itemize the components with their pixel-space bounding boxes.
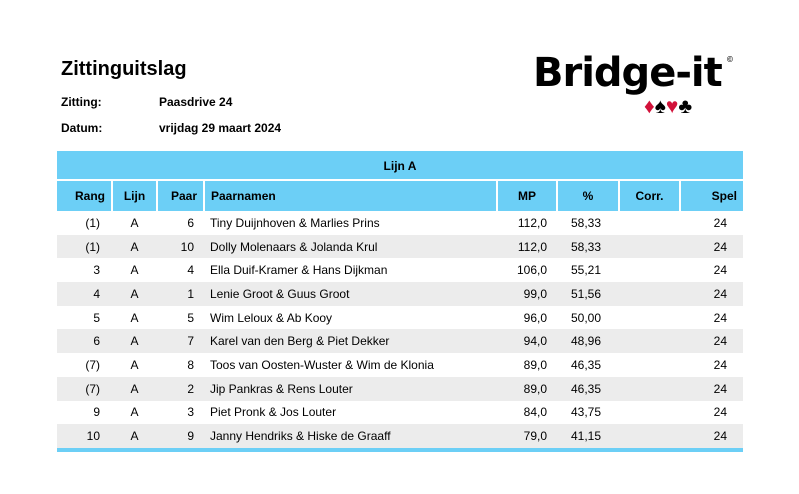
cell-rang: 6 [57,329,112,353]
table-row [57,282,743,306]
diamond-icon: ♦ [644,95,655,118]
cell-corr [619,353,680,377]
cell-corr [619,211,680,235]
cell-spel: 24 [680,353,743,377]
zitting-label: Zitting: [61,95,102,109]
section-title: Lijn A [57,151,743,181]
copyright-mark: © [727,55,733,64]
cell-rang: (1) [57,235,112,259]
zitting-row [61,95,233,109]
table-row [57,258,743,282]
cell-mp: 79,0 [497,424,557,448]
heart-icon: ♥ [665,95,679,118]
cell-pct: 41,15 [557,424,619,448]
cell-mp: 99,0 [497,282,557,306]
col-pct: % [557,181,619,211]
cell-corr [619,258,680,282]
cell-spel: 24 [680,306,743,330]
cell-spel: 24 [680,258,743,282]
table-row [57,377,743,401]
cell-spel: 24 [680,211,743,235]
results-table-wrap [57,151,743,452]
datum-value: vrijdag 29 maart 2024 [159,121,282,135]
cell-rang: 3 [57,258,112,282]
cell-corr [619,377,680,401]
cell-paar: 10 [157,235,204,259]
cell-pct: 46,35 [557,377,619,401]
col-paar: Paar [157,181,204,211]
cell-mp: 112,0 [497,235,557,259]
cell-corr [619,235,680,259]
club-icon: ♣ [678,95,693,118]
datum-row [61,121,282,135]
table-header-row [57,181,743,211]
col-rang: Rang [57,181,112,211]
cell-pct: 43,75 [557,401,619,425]
zitting-value: Paasdrive 24 [159,95,233,109]
cell-paar: 4 [157,258,204,282]
page-title: Zittinguitslag [61,58,187,80]
cell-rang: 4 [57,282,112,306]
cell-lijn: A [112,424,157,448]
cell-spel: 24 [680,282,743,306]
cell-rang: (7) [57,353,112,377]
cell-lijn: A [112,377,157,401]
table-row [57,353,743,377]
col-mp: MP [497,181,557,211]
cell-mp: 94,0 [497,329,557,353]
cell-lijn: A [112,353,157,377]
cell-spel: 24 [680,235,743,259]
col-lijn: Lijn [112,181,157,211]
cell-lijn: A [112,306,157,330]
table-row [57,329,743,353]
cell-mp: 96,0 [497,306,557,330]
cell-mp: 89,0 [497,353,557,377]
cell-corr [619,424,680,448]
cell-spel: 24 [680,329,743,353]
cell-paarnamen: Wim Leloux & Ab Kooy [204,306,497,330]
cell-paarnamen: Karel van den Berg & Piet Dekker [204,329,497,353]
cell-paarnamen: Jip Pankras & Rens Louter [204,377,497,401]
datum-label: Datum: [61,121,103,135]
cell-paarnamen: Toos van Oosten-Wuster & Wim de Klonia [204,353,497,377]
cell-pct: 58,33 [557,211,619,235]
cell-mp: 112,0 [497,211,557,235]
cell-rang: (1) [57,211,112,235]
cell-pct: 46,35 [557,353,619,377]
bridge-it-logo [533,50,743,125]
cell-paarnamen: Janny Hendriks & Hiske de Graaff [204,424,497,448]
cell-pct: 58,33 [557,235,619,259]
cell-lijn: A [112,235,157,259]
cell-paarnamen: Dolly Molenaars & Jolanda Krul [204,235,497,259]
cell-paarnamen: Lenie Groot & Guus Groot [204,282,497,306]
cell-lijn: A [112,329,157,353]
cell-paar: 7 [157,329,204,353]
cell-paar: 1 [157,282,204,306]
cell-lijn: A [112,282,157,306]
cell-rang: 5 [57,306,112,330]
cell-pct: 50,00 [557,306,619,330]
cell-lijn: A [112,211,157,235]
cell-corr [619,306,680,330]
cell-corr [619,282,680,306]
cell-paar: 9 [157,424,204,448]
cell-rang: 9 [57,401,112,425]
table-row [57,211,743,235]
cell-mp: 106,0 [497,258,557,282]
cell-pct: 51,56 [557,282,619,306]
cell-paar: 3 [157,401,204,425]
cell-paar: 5 [157,306,204,330]
cell-paarnamen: Piet Pronk & Jos Louter [204,401,497,425]
cell-mp: 89,0 [497,377,557,401]
col-corr: Corr. [619,181,680,211]
cell-pct: 48,96 [557,329,619,353]
cell-paar: 8 [157,353,204,377]
cell-mp: 84,0 [497,401,557,425]
results-table [57,181,743,448]
cell-spel: 24 [680,424,743,448]
cell-corr [619,329,680,353]
cell-lijn: A [112,401,157,425]
table-row [57,424,743,448]
cell-lijn: A [112,258,157,282]
table-row [57,235,743,259]
cell-paar: 2 [157,377,204,401]
logo-text: Bridge-it [533,50,722,96]
cell-pct: 55,21 [557,258,619,282]
cell-paarnamen: Tiny Duijnhoven & Marlies Prins [204,211,497,235]
cell-spel: 24 [680,377,743,401]
cell-rang: 10 [57,424,112,448]
spade-icon: ♠ [654,95,666,118]
col-paarnamen: Paarnamen [204,181,497,211]
table-row [57,306,743,330]
card-suits [644,96,692,117]
cell-spel: 24 [680,401,743,425]
cell-corr [619,401,680,425]
table-bottom-bar [57,448,743,452]
cell-paar: 6 [157,211,204,235]
table-row [57,401,743,425]
cell-rang: (7) [57,377,112,401]
cell-paarnamen: Ella Duif-Kramer & Hans Dijkman [204,258,497,282]
col-spel: Spel [680,181,743,211]
